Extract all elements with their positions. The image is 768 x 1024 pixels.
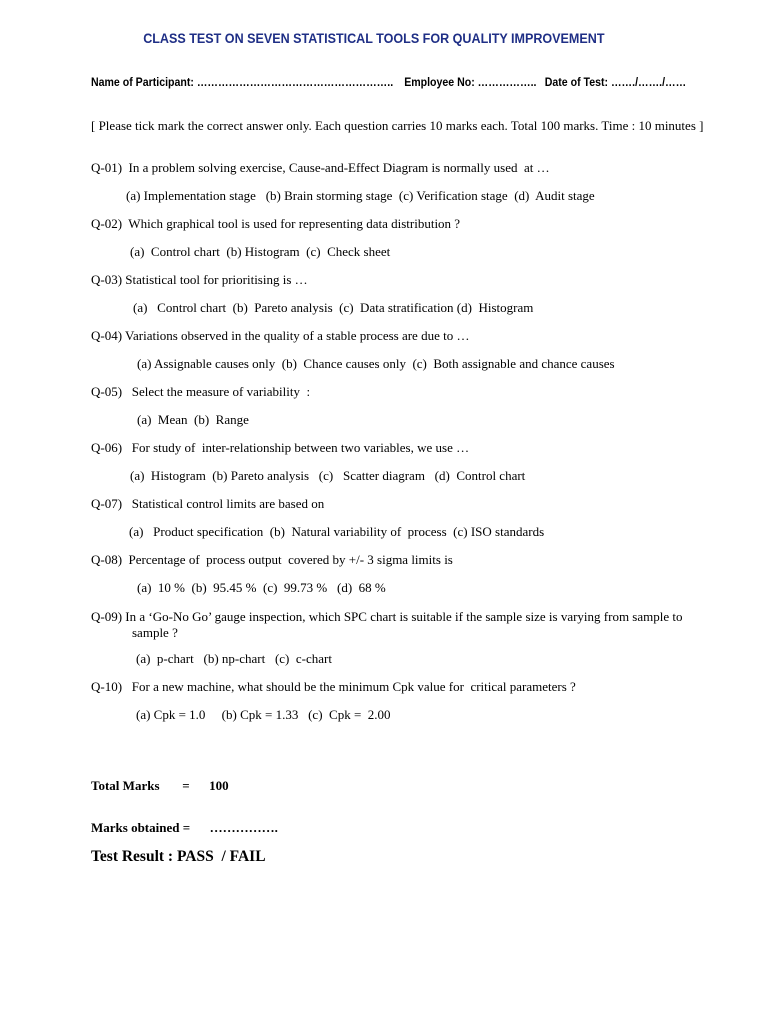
question-1-options: (a) Implementation stage (b) Brain storming stage (c) Verification stage (d) Audit stage	[126, 188, 595, 203]
question-3-options: (a) Control chart (b) Pareto analysis (c) Data stratification (d) Histogram	[133, 300, 534, 315]
question-1: Q-01) In a problem solving exercise, Cause-and-Effect Diagram is normally used at …	[91, 160, 550, 175]
marks-obtained: Marks obtained = …………….	[91, 820, 278, 835]
question-8: Q-08) Percentage of process output covered by +/- 3 sigma limits is	[91, 552, 453, 567]
participant-name-field: Name of Participant: ………………………………………………..	[91, 77, 394, 89]
question-7: Q-07) Statistical control limits are based on	[91, 496, 325, 511]
test-result: Test Result : PASS / FAIL	[91, 848, 266, 865]
question-9-options: (a) p-chart (b) np-chart (c) c-chart	[136, 651, 332, 666]
question-9-text-cont: sample ?	[132, 625, 178, 640]
question-5: Q-05) Select the measure of variability :	[91, 384, 311, 399]
question-2: Q-02) Which graphical tool is used for representing data distribution ?	[91, 216, 461, 231]
date-of-test-field: Date of Test: ……./……./……	[544, 77, 687, 89]
question-3: Q-03) Statistical tool for prioritising is …	[91, 272, 308, 287]
question-10-options: (a) Cpk = 1.0 (b) Cpk = 1.33 (c) Cpk = 2.00	[136, 707, 391, 722]
instructions: [ Please tick mark the correct answer only. Each question carries 10 marks each. Total 100 marks. Time : 10 minutes ]	[91, 118, 704, 133]
question-7-options: (a) Product specification (b) Natural variability of process (c) ISO standards	[129, 524, 545, 539]
question-5-options: (a) Mean (b) Range	[137, 412, 249, 427]
question-9	[91, 609, 711, 641]
question-4: Q-04) Variations observed in the quality of a stable process are due to …	[91, 328, 470, 343]
question-9-text: Q-09) In a ‘Go-No Go’ gauge inspection, which SPC chart is suitable if the sample size is varying from sample to	[91, 609, 683, 624]
total-marks: Total Marks = 100	[91, 778, 229, 793]
employee-no-field: Employee No: ……………..	[404, 77, 537, 89]
participant-header	[91, 77, 686, 89]
test-title: CLASS TEST ON SEVEN STATISTICAL TOOLS FOR QUALITY IMPROVEMENT	[143, 31, 605, 46]
question-6: Q-06) For study of inter-relationship between two variables, we use …	[91, 440, 470, 455]
question-4-options: (a) Assignable causes only (b) Chance causes only (c) Both assignable and chance causes	[137, 356, 615, 371]
question-10: Q-10) For a new machine, what should be the minimum Cpk value for critical parameters ?	[91, 679, 576, 694]
question-6-options: (a) Histogram (b) Pareto analysis (c) Scatter diagram (d) Control chart	[130, 468, 526, 483]
question-2-options: (a) Control chart (b) Histogram (c) Check sheet	[130, 244, 391, 259]
question-8-options: (a) 10 % (b) 95.45 % (c) 99.73 % (d) 68 %	[137, 580, 386, 595]
